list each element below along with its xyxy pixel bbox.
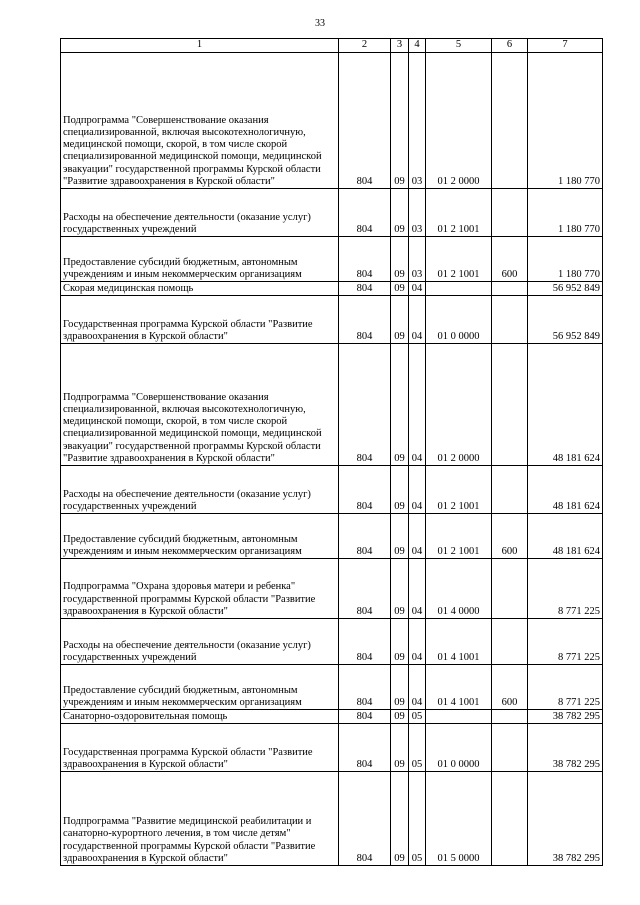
row-expense-type	[492, 296, 528, 344]
row-target-article: 01 5 0000	[426, 772, 492, 866]
row-expense-type	[492, 710, 528, 724]
row-sum: 8 771 225	[528, 619, 603, 665]
header-col-target-article: 5	[426, 39, 492, 53]
row-expense-type: 600	[492, 514, 528, 559]
row-name: Подпрограмма "Охрана здоровья матери и ребенка" государственной программы Курской области "Развитие здравоохранения в Курской области"	[61, 559, 339, 619]
row-target-article	[426, 282, 492, 296]
row-section: 09	[391, 665, 409, 710]
row-name: Расходы на обеспечение деятельности (оказание услуг) государственных учреждений	[61, 619, 339, 665]
row-grbs: 804	[339, 514, 391, 559]
row-name: Государственная программа Курской области "Развитие здравоохранения в Курской области"	[61, 296, 339, 344]
row-section: 09	[391, 53, 409, 189]
row-target-article	[426, 710, 492, 724]
row-sum: 1 180 770	[528, 189, 603, 237]
row-sum: 8 771 225	[528, 559, 603, 619]
row-grbs: 804	[339, 282, 391, 296]
header-col-expense-type: 6	[492, 39, 528, 53]
row-subsection: 05	[409, 724, 426, 772]
row-expense-type: 600	[492, 665, 528, 710]
header-col-grbs: 2	[339, 39, 391, 53]
row-target-article: 01 2 0000	[426, 344, 492, 466]
table-row	[61, 344, 603, 466]
row-target-article: 01 2 1001	[426, 466, 492, 514]
header-col-name: 1	[61, 39, 339, 53]
row-section: 09	[391, 514, 409, 559]
row-subsection: 04	[409, 296, 426, 344]
row-subsection: 05	[409, 772, 426, 866]
page-number: 33	[315, 18, 325, 29]
row-expense-type	[492, 344, 528, 466]
row-section: 09	[391, 724, 409, 772]
row-subsection: 05	[409, 710, 426, 724]
row-subsection: 04	[409, 514, 426, 559]
row-grbs: 804	[339, 724, 391, 772]
row-name: Расходы на обеспечение деятельности (оказание услуг) государственных учреждений	[61, 466, 339, 514]
table-row	[61, 237, 603, 282]
row-grbs: 804	[339, 189, 391, 237]
row-section: 09	[391, 466, 409, 514]
row-expense-type	[492, 53, 528, 189]
row-grbs: 804	[339, 237, 391, 282]
row-grbs: 804	[339, 466, 391, 514]
row-section: 09	[391, 189, 409, 237]
row-expense-type	[492, 619, 528, 665]
row-grbs: 804	[339, 296, 391, 344]
row-subsection: 04	[409, 619, 426, 665]
row-sum: 56 952 849	[528, 296, 603, 344]
row-grbs: 804	[339, 53, 391, 189]
row-sum: 8 771 225	[528, 665, 603, 710]
row-sum: 1 180 770	[528, 237, 603, 282]
row-target-article: 01 2 0000	[426, 53, 492, 189]
table-row	[61, 514, 603, 559]
header-col-sum: 7	[528, 39, 603, 53]
row-name: Подпрограмма "Развитие медицинской реабилитации и санаторно-курортного лечения, в том числе детям" государственной программы Курской области "Развитие здравоохранения в Курской области"	[61, 772, 339, 866]
row-subsection: 03	[409, 189, 426, 237]
row-target-article: 01 0 0000	[426, 724, 492, 772]
row-subsection: 03	[409, 237, 426, 282]
row-name: Государственная программа Курской области "Развитие здравоохранения в Курской области"	[61, 724, 339, 772]
row-subsection: 03	[409, 53, 426, 189]
table-row	[61, 282, 603, 296]
table-row	[61, 724, 603, 772]
row-sum: 48 181 624	[528, 466, 603, 514]
row-sum: 38 782 295	[528, 772, 603, 866]
row-target-article: 01 4 1001	[426, 619, 492, 665]
row-target-article: 01 4 0000	[426, 559, 492, 619]
row-expense-type	[492, 189, 528, 237]
row-name: Подпрограмма "Совершенствование оказания специализированной, включая высокотехнологичную, медицинской помощи, скорой, в том числе скорой специализированной медицинской помощи, медицинской эвакуации" государственной программы Курской области "Развитие здравоохранения в Курской области"	[61, 53, 339, 189]
row-name: Предоставление субсидий бюджетным, автономным учреждениям и иным некоммерческим организациям	[61, 237, 339, 282]
row-name: Подпрограмма "Совершенствование оказания специализированной, включая высокотехнологичную, медицинской помощи, скорой, в том числе скорой специализированной медицинской помощи, медицинской эвакуации" государственной программы Курской области "Развитие здравоохранения в Курской области"	[61, 344, 339, 466]
row-grbs: 804	[339, 665, 391, 710]
row-name: Предоставление субсидий бюджетным, автономным учреждениям и иным некоммерческим организациям	[61, 665, 339, 710]
row-grbs: 804	[339, 344, 391, 466]
row-section: 09	[391, 619, 409, 665]
row-sum: 56 952 849	[528, 282, 603, 296]
row-section: 09	[391, 282, 409, 296]
row-sum: 38 782 295	[528, 724, 603, 772]
row-expense-type	[492, 559, 528, 619]
row-subsection: 04	[409, 344, 426, 466]
row-expense-type	[492, 466, 528, 514]
row-sum: 48 181 624	[528, 514, 603, 559]
row-name: Предоставление субсидий бюджетным, автономным учреждениям и иным некоммерческим организациям	[61, 514, 339, 559]
row-section: 09	[391, 296, 409, 344]
row-name: Расходы на обеспечение деятельности (оказание услуг) государственных учреждений	[61, 189, 339, 237]
table-row	[61, 619, 603, 665]
budget-table	[60, 38, 603, 866]
row-sum: 1 180 770	[528, 53, 603, 189]
row-target-article: 01 4 1001	[426, 665, 492, 710]
table-row	[61, 710, 603, 724]
row-target-article: 01 2 1001	[426, 189, 492, 237]
row-name: Санаторно-оздоровительная помощь	[61, 710, 339, 724]
row-grbs: 804	[339, 559, 391, 619]
row-name: Скорая медицинская помощь	[61, 282, 339, 296]
row-grbs: 804	[339, 619, 391, 665]
row-section: 09	[391, 710, 409, 724]
row-section: 09	[391, 237, 409, 282]
table-header-row	[61, 39, 603, 53]
row-target-article: 01 0 0000	[426, 296, 492, 344]
table-row	[61, 665, 603, 710]
header-col-section: 3	[391, 39, 409, 53]
row-sum: 48 181 624	[528, 344, 603, 466]
row-expense-type	[492, 772, 528, 866]
table-row	[61, 189, 603, 237]
row-section: 09	[391, 344, 409, 466]
row-expense-type	[492, 282, 528, 296]
table-row	[61, 296, 603, 344]
row-target-article: 01 2 1001	[426, 514, 492, 559]
table-row	[61, 53, 603, 189]
row-section: 09	[391, 559, 409, 619]
row-grbs: 804	[339, 710, 391, 724]
row-grbs: 804	[339, 772, 391, 866]
header-col-subsection: 4	[409, 39, 426, 53]
table-row	[61, 772, 603, 866]
row-subsection: 04	[409, 466, 426, 514]
table-row	[61, 466, 603, 514]
table-row	[61, 559, 603, 619]
row-expense-type	[492, 724, 528, 772]
row-target-article: 01 2 1001	[426, 237, 492, 282]
row-expense-type: 600	[492, 237, 528, 282]
row-subsection: 04	[409, 282, 426, 296]
row-section: 09	[391, 772, 409, 866]
row-subsection: 04	[409, 559, 426, 619]
row-sum: 38 782 295	[528, 710, 603, 724]
row-subsection: 04	[409, 665, 426, 710]
